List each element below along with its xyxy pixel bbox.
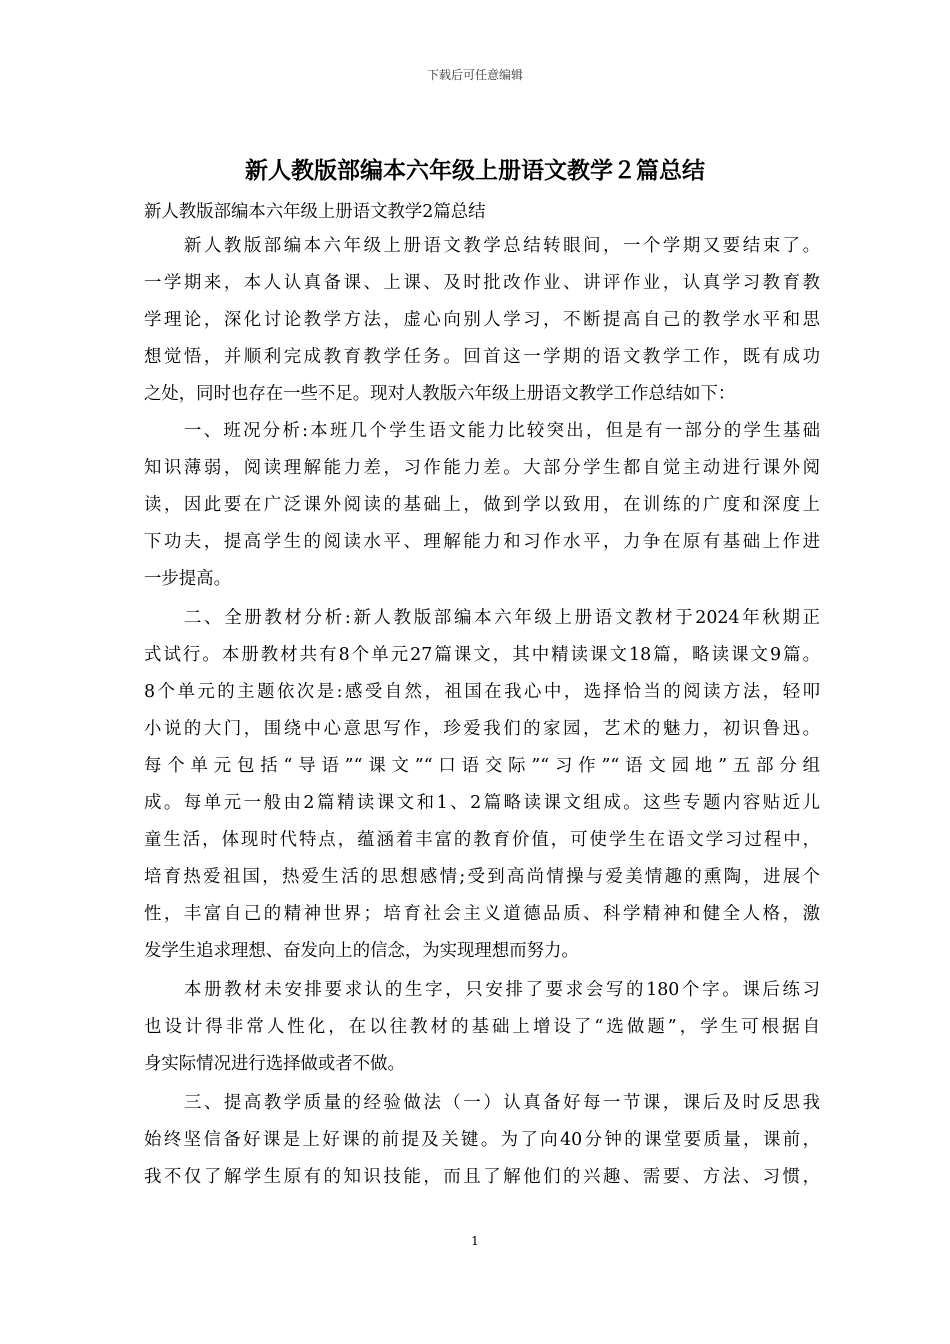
- paragraph-textbook-analysis: [144, 600, 820, 970]
- paragraph-line: 小说的大门，围绕中心意思写作，珍爱我们的家园，艺术的魅力，初识鲁迅。: [144, 719, 820, 739]
- paragraph-line: 性，丰富自己的精神世界；培育社会主义道德品质、科学精神和健全人格，激: [144, 904, 820, 924]
- paragraph-line: 成。每单元一般由2篇精读课文和1、2篇略读课文组成。这些专题内容贴近儿: [144, 793, 820, 813]
- paragraph-line: 8个单元的主题依次是:感受自然，祖国在我心中，选择恰当的阅读方法，轻叩: [144, 682, 820, 702]
- document-title: 新人教版部编本六年级上册语文教学２篇总结: [245, 158, 705, 184]
- document-subtitle: 新人教版部编本六年级上册语文教学2篇总结: [144, 202, 486, 222]
- paragraph-line: 下功夫，提高学生的阅读水平、理解能力和习作水平，力争在原有基础上作进: [144, 532, 820, 552]
- page-number: 1: [471, 1234, 479, 1248]
- paragraph-line: 培育热爱祖国，热爱生活的思想感情;受到高尚情操与爱美情趣的熏陶，进展个: [144, 867, 820, 887]
- paragraph-line: 一、班况分析:本班几个学生语文能力比较突出，但是有一部分的学生基础: [184, 421, 820, 441]
- document-body: [144, 196, 820, 1196]
- paragraph-class-analysis: [144, 413, 820, 598]
- page-header-note: 下载后可任意编辑: [426, 68, 523, 82]
- paragraph-line: 新人教版部编本六年级上册语文教学总结转眼间，一个学期又要结束了。: [184, 236, 820, 256]
- paragraph-line: 本册教材未安排要求认的生字，只安排了要求会写的180个字。课后练习: [184, 980, 820, 1000]
- paragraph-characters: [144, 972, 820, 1083]
- paragraph-line: 读，因此要在广泛课外阅读的基础上，做到学以致用，在训练的广度和深度上: [144, 495, 820, 515]
- paragraph-line: 一学期来，本人认真备课、上课、及时批改作业、讲评作业，认真学习教育教: [144, 273, 820, 293]
- paragraph-line: 我不仅了解学生原有的知识技能，而且了解他们的兴趣、需要、方法、习惯，: [144, 1167, 820, 1187]
- paragraph-line: 想觉悟，并顺利完成教育教学任务。回首这一学期的语文教学工作，既有成功: [144, 347, 820, 367]
- paragraph-line: 一步提高。: [144, 569, 231, 589]
- paragraph-line: 也设计得非常人性化，在以往教材的基础上增设了“选做题”，学生可根据自: [144, 1017, 820, 1037]
- paragraph-line: 童生活，体现时代特点，蕴涵着丰富的教育价值，可使学生在语文学习过程中，: [144, 830, 820, 850]
- paragraph-line: 二、全册教材分析:新人教版部编本六年级上册语文教材于2024年秋期正: [184, 608, 820, 628]
- paragraph-line: 始终坚信备好课是上好课的前提及关键。为了向40分钟的课堂要质量，课前，: [144, 1130, 820, 1150]
- paragraph-intro: [144, 228, 820, 413]
- paragraph-line: 之处，同时也存在一些不足。现对人教版六年级上册语文教学工作总结如下：: [144, 384, 736, 404]
- paragraph-line: 发学生追求理想、奋发向上的信念，为实现理想而努力。: [144, 941, 579, 961]
- paragraph-line: 身实际情况进行选择做或者不做。: [144, 1054, 405, 1074]
- paragraph-line: 学理论，深化讨论教学方法，虚心向别人学习，不断提高自己的教学水平和思: [144, 310, 820, 330]
- paragraph-teaching-experience: [144, 1085, 820, 1196]
- paragraph-line: 每个单元包括“导语”“课文”“口语交际”“习作”“语文园地”五部分组: [144, 756, 820, 776]
- paragraph-line: 三、提高教学质量的经验做法（一）认真备好每一节课，课后及时反思我: [184, 1093, 820, 1113]
- paragraph-line: 式试行。本册教材共有8个单元27篇课文，其中精读课文18篇，略读课文9篇。: [144, 645, 820, 665]
- paragraph-line: 知识薄弱，阅读理解能力差，习作能力差。大部分学生都自觉主动进行课外阅: [144, 458, 820, 478]
